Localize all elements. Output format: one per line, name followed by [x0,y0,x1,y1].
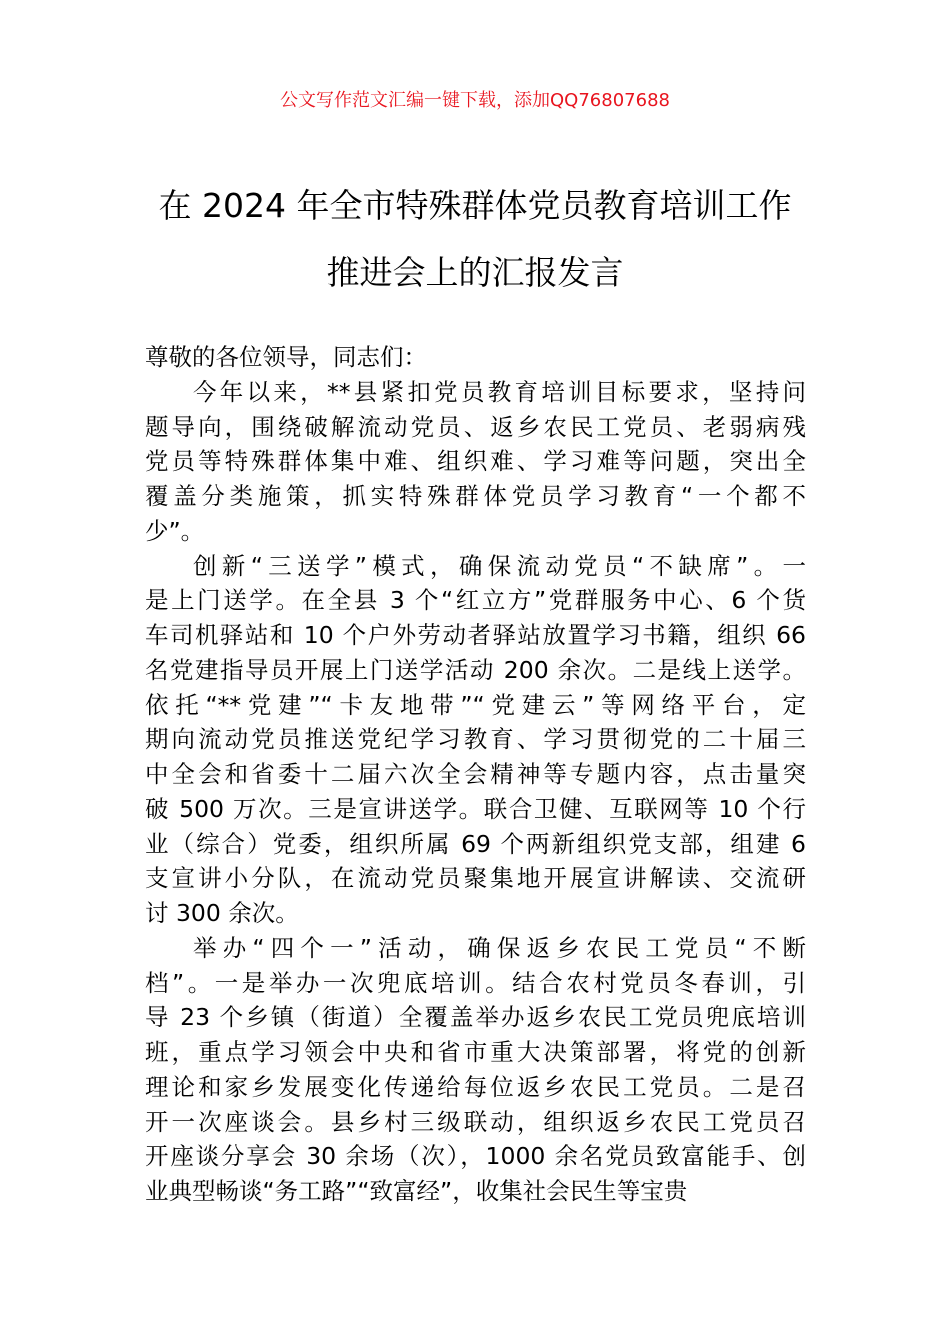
paragraph-line: 中全会和省委十二届六次全会精神等专题内容，点击量突 [145,760,806,788]
title-line-1: 在 2024 年全市特殊群体党员教育培训工作 [158,186,792,225]
paragraph-line: 班，重点学习领会中央和省市重大决策部署，将党的创新 [145,1038,806,1066]
paragraph-line: 是上门送学。在全县 3 个“红立方”党群服务中心、6 个货 [145,586,806,615]
document-body [145,340,806,1209]
paragraph-line: 名党建指导员开展上门送学活动 200 余次。二是线上送学。 [145,655,806,684]
paragraph-line: 举办“四个一”活动，确保返乡农民工党员“不断 [193,933,806,962]
paragraph-line: 今年以来，**县紧扣党员教育培训目标要求，坚持问 [193,377,806,406]
paragraph-line: 支宣讲小分队，在流动党员聚集地开展宣讲解读、交流研 [145,864,806,893]
paragraph-line: 业（综合）党委，组织所属 69 个两新组织党支部，组建 6 [145,829,806,858]
paragraph-line: 车司机驿站和 10 个户外劳动者驿站放置学习书籍，组织 66 [145,621,806,649]
title-line-2: 推进会上的汇报发言 [326,253,624,292]
paragraph-line: 创新“三送学”模式，确保流动党员“不缺席”。一 [193,551,806,580]
paragraph-line: 导 23 个乡镇（街道）全覆盖举办返乡农民工党员兜底培训 [145,1003,806,1032]
paragraph-line: 少”。 [145,516,205,545]
paragraph-line: 期向流动党员推送党纪学习教育、学习贯彻党的二十届三 [145,725,806,754]
paragraph-line: 覆盖分类施策，抓实特殊群体党员学习教育“一个都不 [145,482,806,510]
paragraph-line: 依托“**党建”“卡友地带”“党建云”等网络平台，定 [145,690,806,719]
paragraph-line: 开座谈分享会 30 余场（次），1000 余名党员致富能手、创 [145,1142,806,1171]
paragraph-line: 开一次座谈会。县乡村三级联动，组织返乡农民工党员召 [145,1107,806,1136]
paragraph-line: 业典型畅谈“务工路”“致富经”，收集社会民生等宝贵 [145,1177,688,1205]
paragraph-line: 题导向，围绕破解流动党员、返乡农民工党员、老弱病残 [145,412,806,441]
paragraph-line: 理论和家乡发展变化传递给每位返乡农民工党员。二是召 [145,1072,806,1101]
download-note[interactable]: 公文写作范文汇编一键下载，添加QQ76807688 [280,90,670,111]
salutation: 尊敬的各位领导，同志们： [145,343,427,371]
paragraph-line: 讨 300 余次。 [145,899,299,927]
paragraph-line: 党员等特殊群体集中难、组织难、学习难等问题，突出全 [145,447,806,476]
paragraph-line: 破 500 万次。三是宣讲送学。联合卫健、互联网等 10 个行 [145,794,806,823]
paragraph-line: 档”。一是举办一次兜底培训。结合农村党员冬春训，引 [145,968,806,997]
